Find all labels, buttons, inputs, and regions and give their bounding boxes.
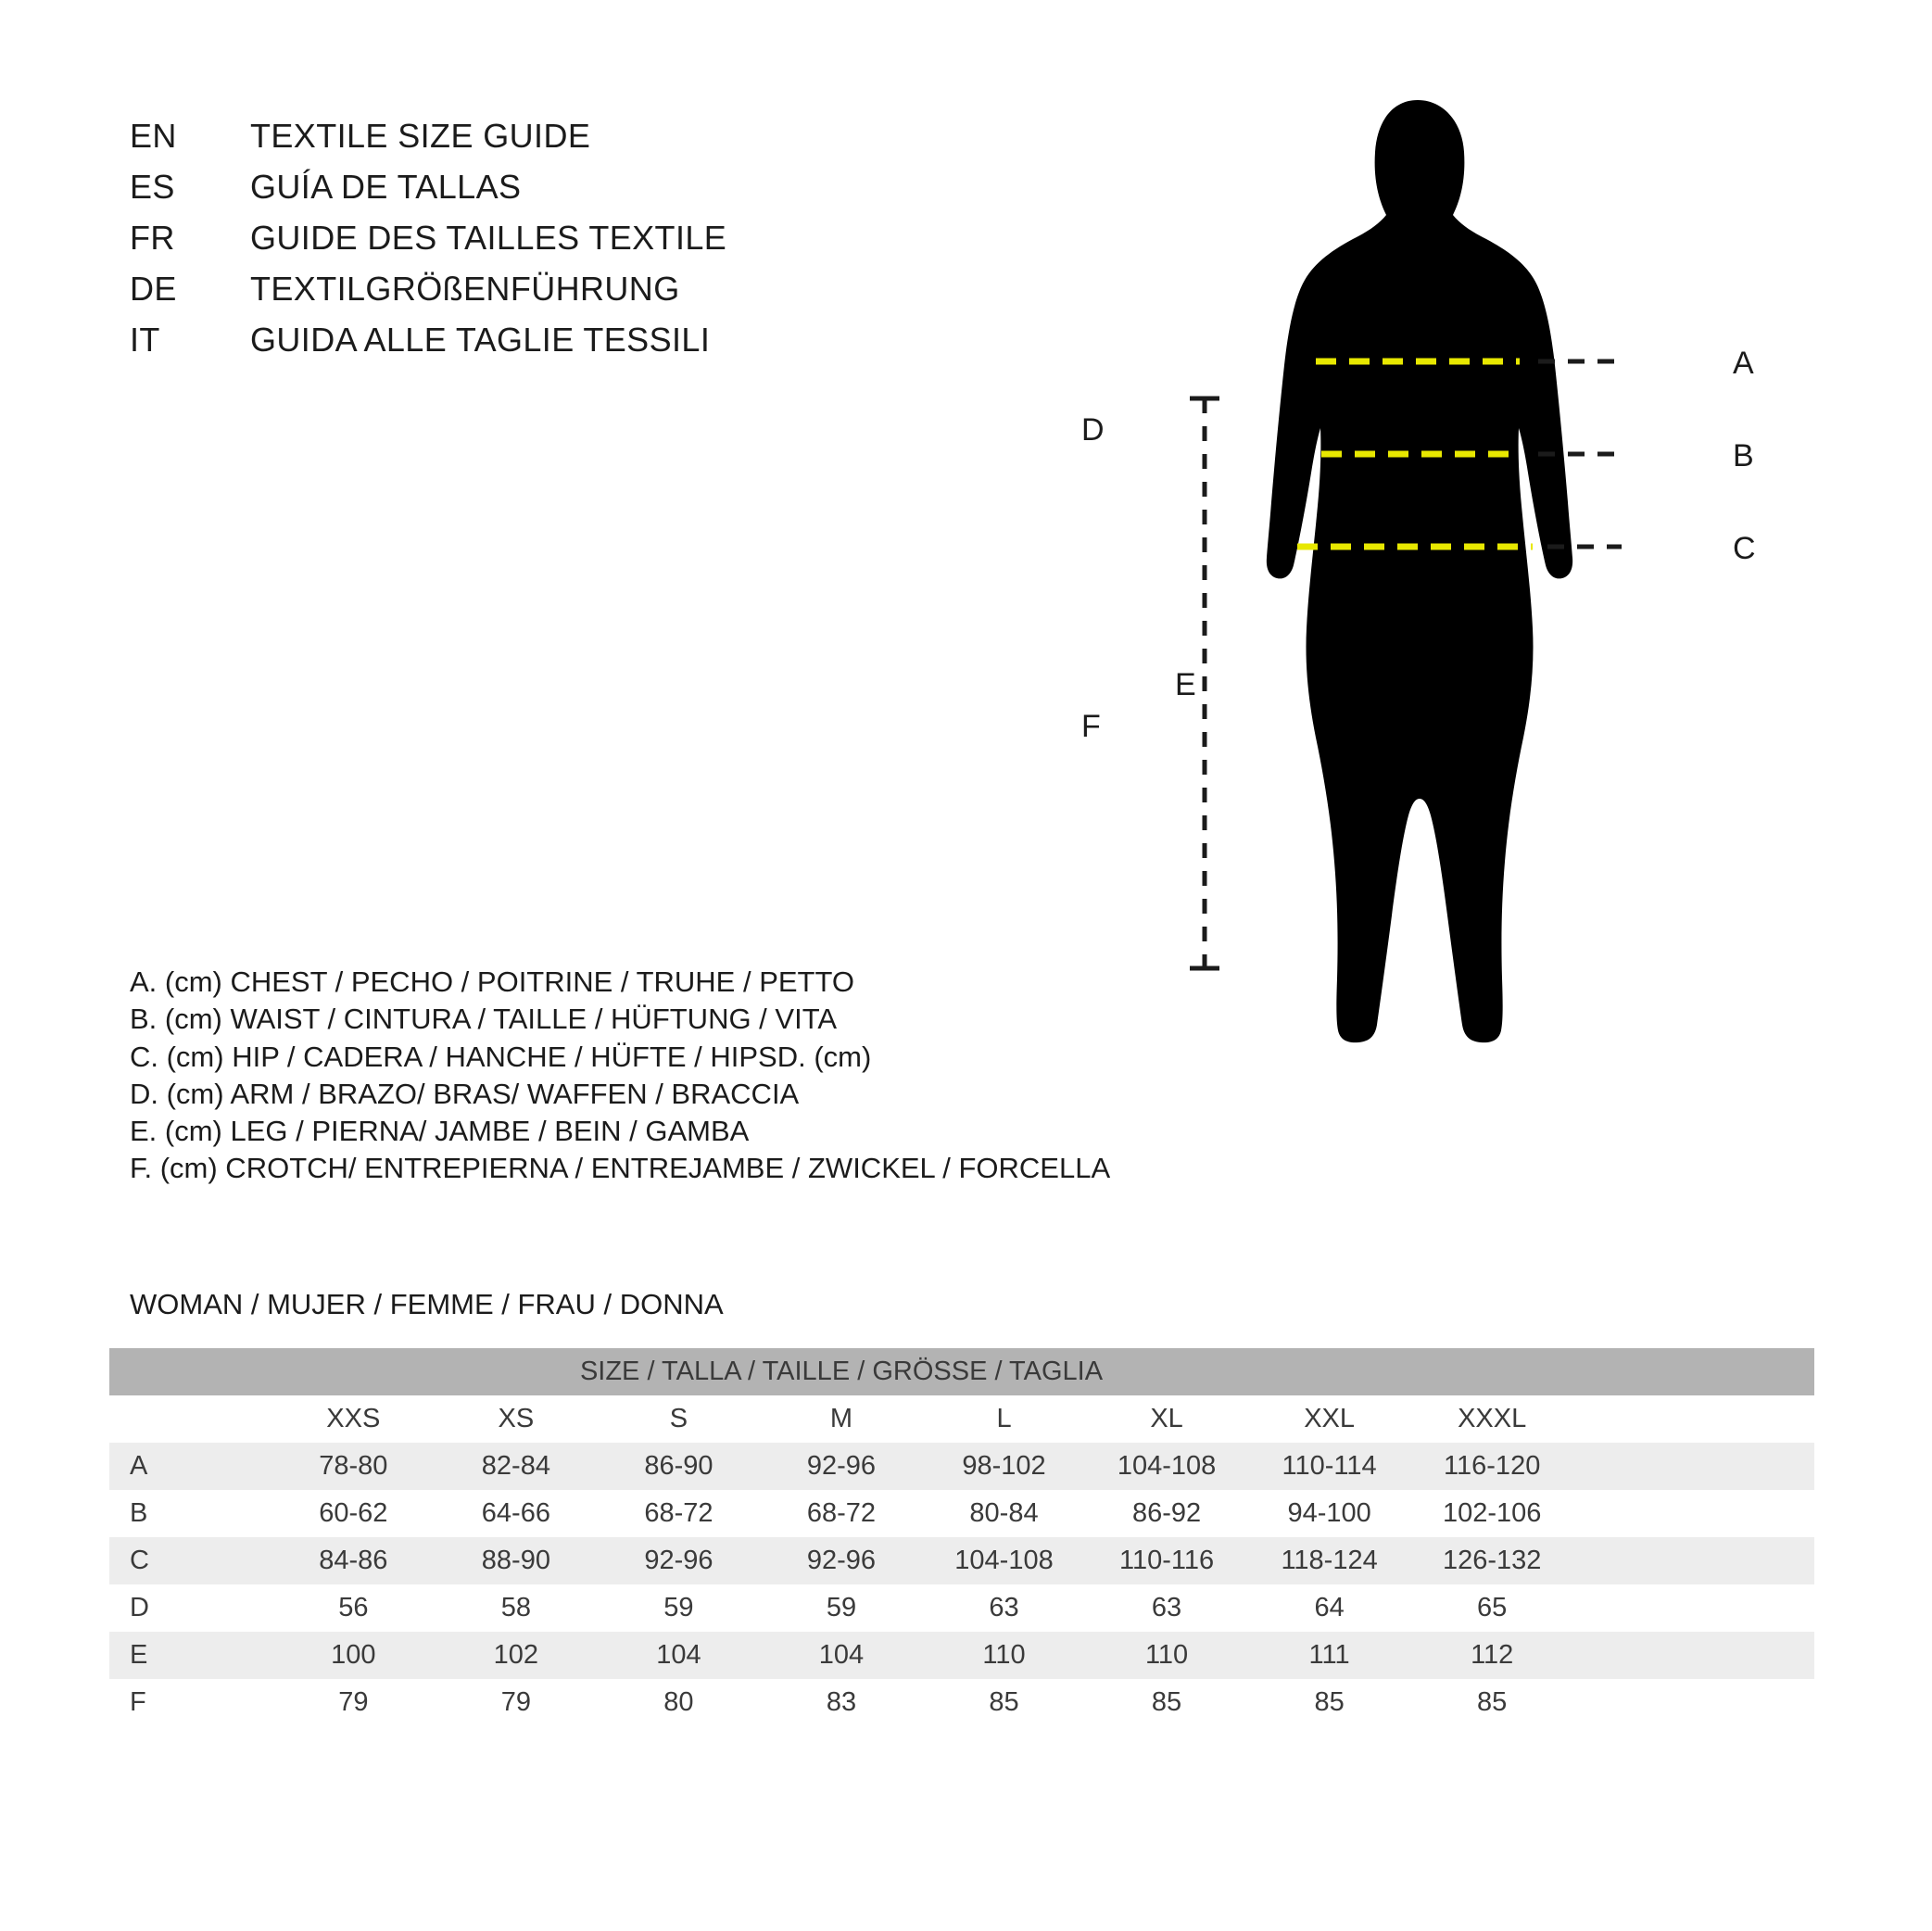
row-a-spacer — [1573, 1443, 1814, 1490]
dimension-label-e: E — [1175, 667, 1196, 702]
cell-d-xxl: 64 — [1248, 1584, 1411, 1632]
cell-e-s: 104 — [598, 1632, 761, 1679]
cell-f-xxxl: 85 — [1410, 1679, 1573, 1726]
cell-a-m: 92-96 — [760, 1443, 923, 1490]
table-row — [109, 1443, 1814, 1490]
cell-b-xl: 86-92 — [1085, 1490, 1248, 1537]
size-table-wrapper — [109, 1348, 1814, 1726]
size-header-blank — [109, 1395, 272, 1443]
title-row-de — [130, 270, 964, 309]
legend-line-a: A. (cm) CHEST / PECHO / POITRINE / TRUHE / PETTO — [130, 966, 854, 998]
table-title-row — [109, 1348, 1814, 1395]
cell-e-xxxl: 112 — [1410, 1632, 1573, 1679]
cell-c-m: 92-96 — [760, 1537, 923, 1584]
table-title: SIZE / TALLA / TAILLE / GRÖSSE / TAGLIA — [109, 1348, 1573, 1395]
woman-silhouette-icon — [1267, 100, 1572, 1042]
cell-b-xxl: 94-100 — [1248, 1490, 1411, 1537]
cell-a-xs: 82-84 — [435, 1443, 598, 1490]
dimension-label-f: F — [1081, 709, 1101, 744]
size-header-m: M — [760, 1395, 923, 1443]
cell-f-xxs: 79 — [272, 1679, 436, 1726]
cell-c-s: 92-96 — [598, 1537, 761, 1584]
cell-b-xs: 64-66 — [435, 1490, 598, 1537]
cell-f-s: 80 — [598, 1679, 761, 1726]
size-header-spacer — [1573, 1395, 1814, 1443]
title-row-it — [130, 321, 964, 360]
cell-f-xs: 79 — [435, 1679, 598, 1726]
cell-d-xs: 58 — [435, 1584, 598, 1632]
cell-a-s: 86-90 — [598, 1443, 761, 1490]
cell-a-xxs: 78-80 — [272, 1443, 436, 1490]
cell-d-xxs: 56 — [272, 1584, 436, 1632]
table-header-row — [109, 1395, 1814, 1443]
row-label-b: B — [109, 1490, 272, 1537]
table-row — [109, 1584, 1814, 1632]
cell-c-xxs: 84-86 — [272, 1537, 436, 1584]
cell-b-xxs: 60-62 — [272, 1490, 436, 1537]
title-lang-es: ES — [130, 168, 175, 206]
table-title-spacer — [1573, 1348, 1814, 1395]
title-lang-de: DE — [130, 270, 177, 308]
row-e-spacer — [1573, 1632, 1814, 1679]
cell-d-m: 59 — [760, 1584, 923, 1632]
cell-b-xxxl: 102-106 — [1410, 1490, 1573, 1537]
title-text-it: GUIDA ALLE TAGLIE TESSILI — [250, 321, 711, 359]
cell-d-xxxl: 65 — [1410, 1584, 1573, 1632]
cell-b-s: 68-72 — [598, 1490, 761, 1537]
cell-f-l: 85 — [923, 1679, 1086, 1726]
title-text-en: TEXTILE SIZE GUIDE — [250, 117, 591, 155]
row-label-d: D — [109, 1584, 272, 1632]
cell-b-m: 68-72 — [760, 1490, 923, 1537]
cell-c-xl: 110-116 — [1085, 1537, 1248, 1584]
cell-c-xs: 88-90 — [435, 1537, 598, 1584]
row-label-f: F — [109, 1679, 272, 1726]
legend-line-b: B. (cm) WAIST / CINTURA / TAILLE / HÜFTUNG / VITA — [130, 1003, 838, 1036]
size-header-xxs: XXS — [272, 1395, 436, 1443]
marker-label-a: A — [1733, 346, 1754, 381]
cell-f-xxl: 85 — [1248, 1679, 1411, 1726]
row-f-spacer — [1573, 1679, 1814, 1726]
size-header-xxl: XXL — [1248, 1395, 1411, 1443]
legend-line-e: E. (cm) LEG / PIERNA/ JAMBE / BEIN / GAMBA — [130, 1115, 750, 1148]
cell-d-xl: 63 — [1085, 1584, 1248, 1632]
title-row-en — [130, 117, 964, 156]
cell-c-l: 104-108 — [923, 1537, 1086, 1584]
size-header-xxxl: XXXL — [1410, 1395, 1573, 1443]
size-header-l: L — [923, 1395, 1086, 1443]
row-c-spacer — [1573, 1537, 1814, 1584]
cell-e-m: 104 — [760, 1632, 923, 1679]
table-row — [109, 1679, 1814, 1726]
cell-d-l: 63 — [923, 1584, 1086, 1632]
cell-a-xxxl: 116-120 — [1410, 1443, 1573, 1490]
cell-e-xs: 102 — [435, 1632, 598, 1679]
size-header-s: S — [598, 1395, 761, 1443]
table-row — [109, 1490, 1814, 1537]
cell-e-xl: 110 — [1085, 1632, 1248, 1679]
title-row-fr — [130, 219, 964, 258]
marker-label-b: B — [1733, 438, 1754, 473]
title-text-es: GUÍA DE TALLAS — [250, 168, 522, 206]
row-b-spacer — [1573, 1490, 1814, 1537]
cell-d-s: 59 — [598, 1584, 761, 1632]
measurement-diagram — [1081, 83, 1807, 1177]
title-block — [130, 117, 964, 372]
title-text-de: TEXTILGRÖßENFÜHRUNG — [250, 270, 680, 308]
cell-c-xxxl: 126-132 — [1410, 1537, 1573, 1584]
title-lang-en: EN — [130, 117, 177, 155]
cell-f-xl: 85 — [1085, 1679, 1248, 1726]
cell-f-m: 83 — [760, 1679, 923, 1726]
row-label-c: C — [109, 1537, 272, 1584]
audience-label: WOMAN / MUJER / FEMME / FRAU / DONNA — [130, 1288, 724, 1320]
title-row-es — [130, 168, 964, 207]
table-row — [109, 1537, 1814, 1584]
cell-e-xxs: 100 — [272, 1632, 436, 1679]
cell-a-xxl: 110-114 — [1248, 1443, 1411, 1490]
legend-block — [130, 964, 1223, 1188]
row-label-e: E — [109, 1632, 272, 1679]
cell-a-xl: 104-108 — [1085, 1443, 1248, 1490]
cell-c-xxl: 118-124 — [1248, 1537, 1411, 1584]
size-header-xs: XS — [435, 1395, 598, 1443]
legend-line-c: C. (cm) HIP / CADERA / HANCHE / HÜFTE / HIPSD. (cm) — [130, 1040, 872, 1073]
cell-e-xxl: 111 — [1248, 1632, 1411, 1679]
cell-b-l: 80-84 — [923, 1490, 1086, 1537]
title-text-fr: GUIDE DES TAILLES TEXTILE — [250, 219, 727, 257]
legend-line-f: F. (cm) CROTCH/ ENTREPIERNA / ENTREJAMBE / ZWICKEL / FORCELLA — [130, 1152, 1111, 1185]
diagram-svg — [1140, 83, 1807, 1177]
legend-line-d: D. (cm) ARM / BRAZO/ BRAS/ WAFFEN / BRACCIA — [130, 1077, 800, 1110]
size-header-xl: XL — [1085, 1395, 1248, 1443]
cell-e-l: 110 — [923, 1632, 1086, 1679]
row-d-spacer — [1573, 1584, 1814, 1632]
marker-label-c: C — [1733, 531, 1756, 566]
title-lang-it: IT — [130, 321, 160, 359]
dimension-label-d: D — [1081, 412, 1105, 448]
cell-a-l: 98-102 — [923, 1443, 1086, 1490]
title-lang-fr: FR — [130, 219, 175, 257]
table-row — [109, 1632, 1814, 1679]
size-table — [109, 1348, 1814, 1726]
row-label-a: A — [109, 1443, 272, 1490]
